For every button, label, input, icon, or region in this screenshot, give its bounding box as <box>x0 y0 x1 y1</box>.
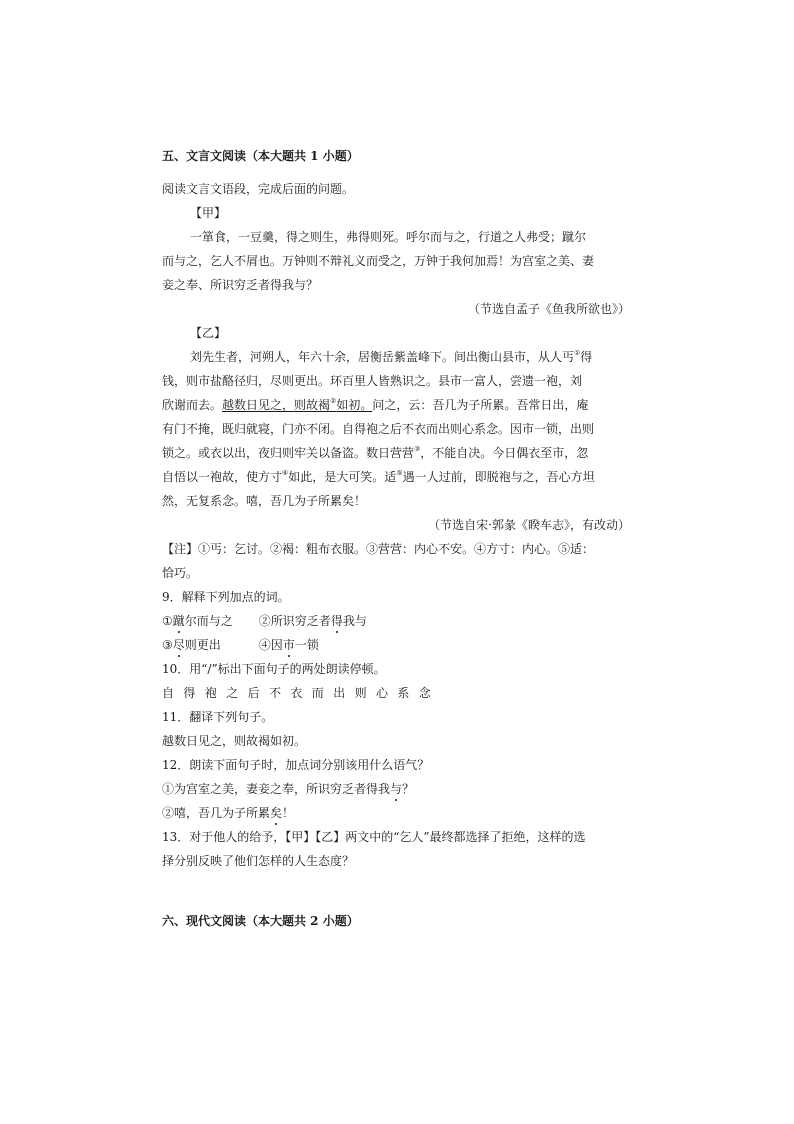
section-5-heading: 五、文言文阅读（本大题共 1 小题） <box>162 149 359 163</box>
notes-line-1: 【注】①丐：乞讨。②褐：粗布衣服。③营营：内心不安。④方寸：内心。⑤适： <box>162 542 595 556</box>
question-9: 9．解释下列加点的词。 <box>162 590 290 604</box>
question-9-items-2: ③尽则更出 ④因市一锁 <box>162 638 319 652</box>
question-11-sentence: 越数日见之，则故褐如初。 <box>162 734 307 748</box>
dotted-word: 市 <box>282 638 295 652</box>
passage-yi-line-4: 有门不掩，既归就寝，门亦不闭。自得袍之后不衣而出则心系念。因市一锁，出则 <box>162 422 595 436</box>
question-10-sentence: 自得袍之后不衣而出则心系念 <box>162 686 441 700</box>
question-11: 11．翻译下列句子。 <box>162 710 274 724</box>
passage-yi-line-3: 欣谢而去。越数日见之，则故褐②如初。问之，云：吾几为子所累。吾常日出，庵 <box>162 397 589 412</box>
note-marker: ⑤ <box>396 469 403 477</box>
question-13-line-2: 择分别反映了他们怎样的人生态度？ <box>162 854 355 868</box>
dotted-word: 蹴 <box>172 614 185 628</box>
note-marker: ③ <box>414 445 421 453</box>
passage-jia-line-3: 妾之奉、所识穷乏者得我与？ <box>162 278 319 292</box>
question-13-line-1: 13．对于他人的给予，【甲】【乙】两文中的“乞人”最终都选择了拒绝，这样的选 <box>162 830 586 844</box>
dotted-word: 尽 <box>172 638 185 652</box>
passage-yi-line-6: 自悟以一袍故，使方寸④如此，是大可笑。适⑤遇一人过前，即脱袍与之，吾心方坦 <box>162 469 595 484</box>
dotted-word: 与 <box>390 782 403 796</box>
instruction: 阅读文言文语段，完成后面的问题。 <box>162 182 355 196</box>
question-12-sentence-1: ①为宫室之美，妻妾之奉，所识穷乏者得我与？ <box>162 782 415 796</box>
notes-line-2: 恰巧。 <box>162 566 199 580</box>
passage-jia-source: （节选自孟子《鱼我所欲也》） <box>467 302 630 316</box>
passage-yi-line-5: 锁之。或衣以出，夜归则牢关以备盗。数日营营③，不能自决。今日偶衣至市，忽 <box>162 445 589 460</box>
dotted-word: 得 <box>330 614 343 628</box>
question-10: 10．用“/”标出下面句子的两处朗读停顿。 <box>162 662 386 676</box>
passage-jia-line-1: 一箪食，一豆羹，得之则生，弗得则死。呼尔而与之，行道之人弗受；蹴尔 <box>190 230 587 244</box>
question-9-items-1: ①蹴尔而与之 ②所识穷乏者得我与 <box>162 614 367 628</box>
section-6-heading: 六、现代文阅读（本大题共 2 小题） <box>162 914 359 928</box>
passage-yi-source: （节选自宋·郭彖《睽车志》，有改动） <box>428 518 630 532</box>
note-marker: ① <box>574 349 581 357</box>
passage-yi-label: 【乙】 <box>190 326 227 340</box>
passage-yi-line-7: 然，无复系念。嘻，吾几为子所累矣！ <box>162 494 367 508</box>
underlined-sentence: 越数日见之，则故褐②如初。 <box>222 397 373 412</box>
question-12: 12．朗读下面句子时，加点词分别该用什么语气？ <box>162 758 430 772</box>
dotted-word: 矣 <box>270 806 283 820</box>
note-marker: ② <box>330 397 337 405</box>
passage-jia-label: 【甲】 <box>190 206 227 220</box>
passage-jia-line-2: 而与之，乞人不屑也。万钟则不辩礼义而受之，万钟于我何加焉！为宫室之美、妻 <box>162 254 595 268</box>
passage-yi-line-1: 刘先生者，河朔人，年六十余，居衡岳紫盖峰下。间出衡山县市，从人丐①得 <box>190 349 593 364</box>
passage-yi-line-2: 钱，则市盐酪径归，尽则更出。环百里人皆熟识之。县市一富人，尝遗一袍，刘 <box>162 374 583 388</box>
note-marker: ④ <box>282 469 289 477</box>
question-12-sentence-2: ②嘻，吾几为子所累矣！ <box>162 806 295 820</box>
